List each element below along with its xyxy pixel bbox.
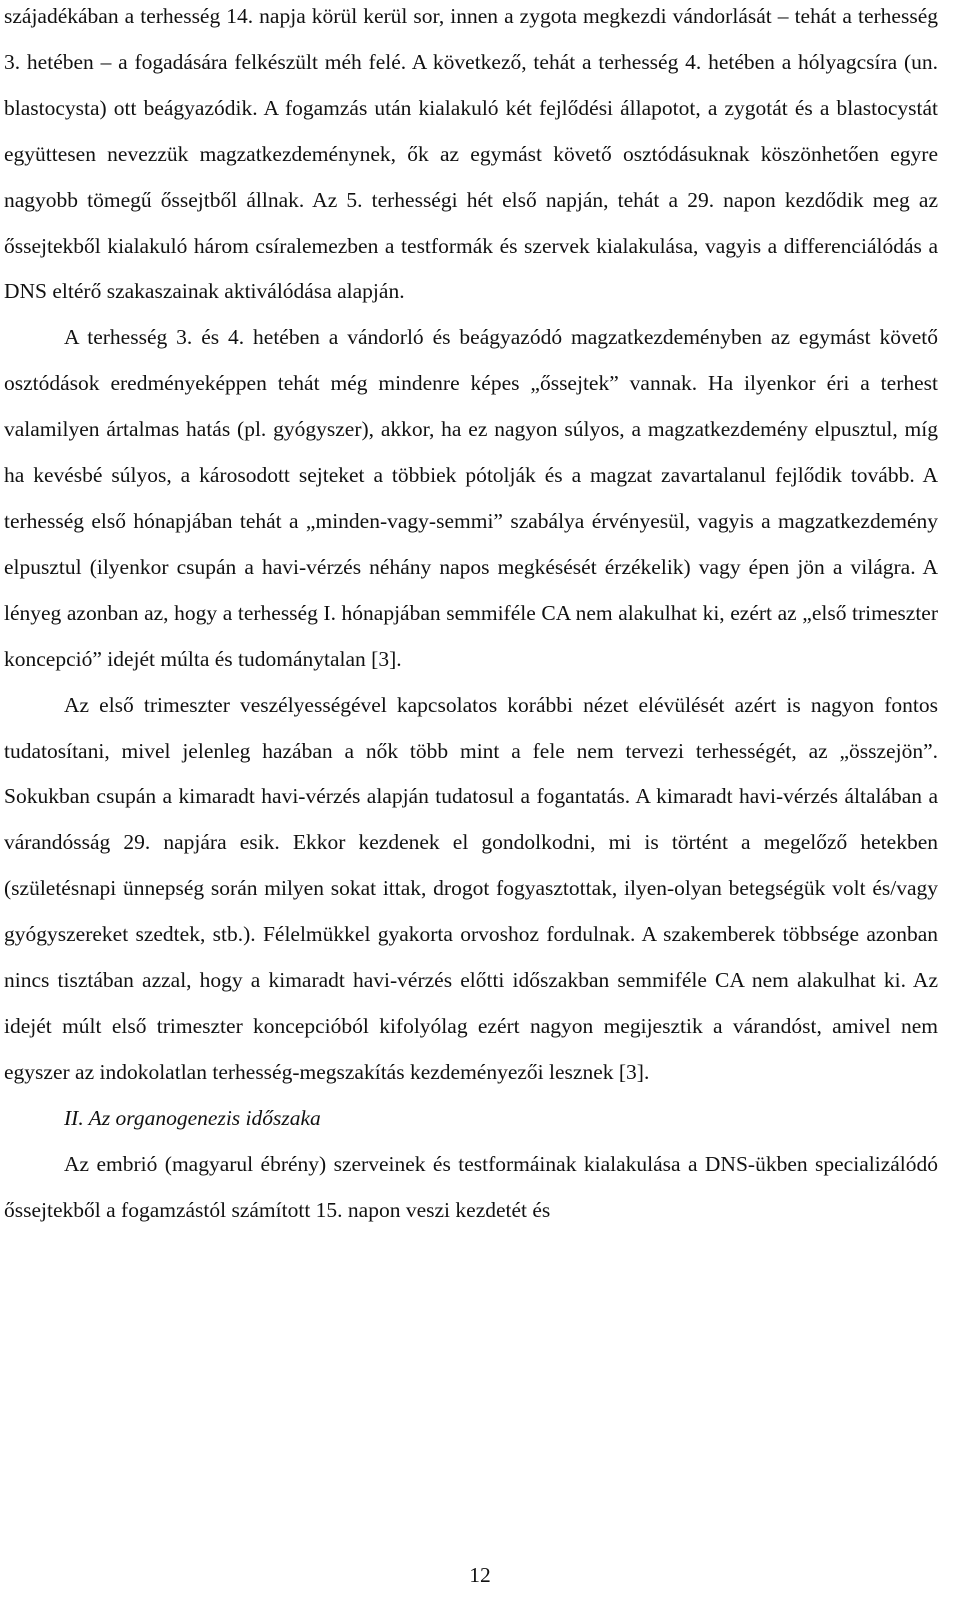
- section-heading-organogenesis: II. Az organogenezis időszaka: [64, 1105, 321, 1130]
- paragraph-embryo-organs: Az embrió (magyarul ébrény) szerveinek és testformáinak kialakulása a DNS-ükben specializálódó őssejtekből a fogamzástól számított 15. napon veszi kezdetét és: [4, 1151, 938, 1222]
- body-text: [4, 0, 938, 1233]
- paragraph-zygota-migration: szájadékában a terhesség 14. napja körül kerül sor, innen a zygota megkezdi vándorlását – tehát a terhesség 3. hetében – a fogadására felkészült méh felé. A következő, tehát a terhesség 4. hetében a hólyagcsíra (un. blastocysta) ott beágyazódik. A fogamzás után kialakuló két fejlődési állapotot, a zygotát és a blastocystát együttesen nevezzük magzatkezdeménynek, ők az egymást követő osztódásuknak köszönhetően egyre nagyobb tömegű őssejtből állnak. Az 5. terhességi hét első napján, tehát a 29. napon kezdődik meg az őssejtekből kialakuló három csíralemezben a testformák és szervek kialakulása, vagyis a differenciálódás a DNS eltérő szakaszainak aktiválódása alapján.: [4, 4, 938, 304]
- paragraph-first-trimester: Az első trimeszter veszélyességével kapcsolatos korábbi nézet elévülését azért is nagyon fontos tudatosítani, mivel jelenleg hazában a nők több mint a fele nem tervezi terhességét, az „összejön”. Sokukban csupán a kimaradt havi-vérzés alapján tudatosul a fogantatás. A kimaradt havi-vérzés általában a várandósság 29. napjára esik. Ekkor kezdenek el gondolkodni, mi is történt a megelőző hetekben (születésnapi ünnepség során milyen sokat ittak, drogot fogyasztottak, ilyen-olyan betegségük volt és/vagy gyógyszereket szedtek, stb.). Félelmükkel gyakorta orvoshoz fordulnak. A szakemberek többsége azonban nincs tisztában azzal, hogy a kimaradt havi-vérzés előtti időszakban semmiféle CA nem alakulhat ki. Az idejét múlt első trimeszter koncepcióból kifolyólag ezért nagyon megijesztik a várandóst, amivel nem egyszer az indokolatlan terhesség-megszakítás kezdeményezői lesznek [3].: [4, 692, 938, 1084]
- page-number: 12: [469, 1563, 491, 1587]
- paragraph-all-or-nothing: A terhesség 3. és 4. hetében a vándorló és beágyazódó magzatkezdeményben az egymást követő osztódások eredményeképpen tehát még mindenre képes „őssejtek” vannak. Ha ilyenkor éri a terhest valamilyen ártalmas hatás (pl. gyógyszer), akkor, ha ez nagyon súlyos, a magzatkezdemény elpusztul, míg ha kevésbé súlyos, a károsodott sejteket a többiek pótolják és a magzat zavartalanul fejlődik tovább. A terhesség első hónapjában tehát a „minden-vagy-semmi” szabálya érvényesül, vagyis a magzatkezdemény elpusztul (ilyenkor csupán a havi-vérzés néhány napos megkésését érzékelik) vagy épen jön a világra. A lényeg azonban az, hogy a terhesség I. hónapjában semmiféle CA nem alakulhat ki, ezért az „első trimeszter koncepció” idejét múlta és tudománytalan [3].: [4, 325, 938, 671]
